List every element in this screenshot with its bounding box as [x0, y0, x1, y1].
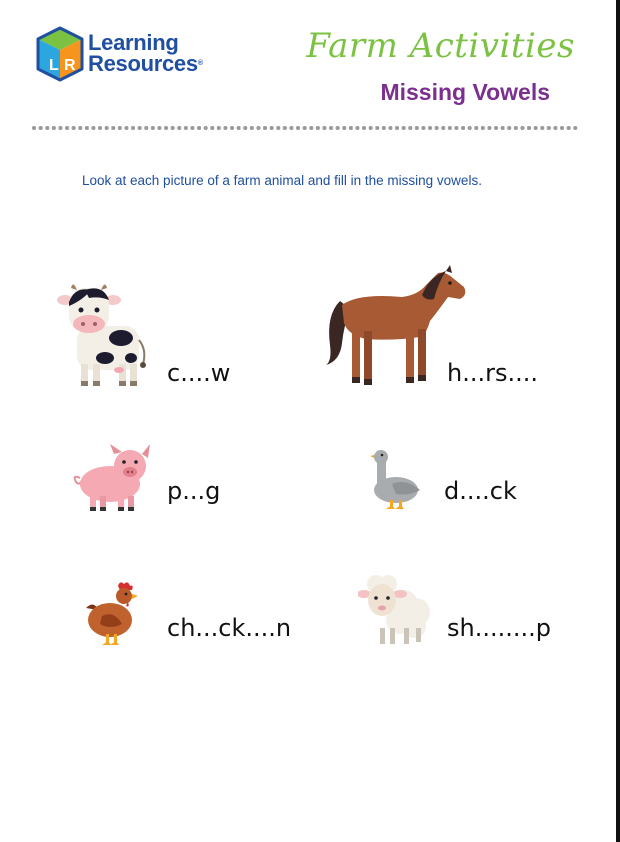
pig-icon: [70, 444, 156, 514]
dotted-divider: [32, 124, 578, 132]
logo-letter-l: L: [49, 57, 59, 74]
page-subtitle: Missing Vowels: [380, 79, 550, 105]
brand-line-1: Learning: [88, 30, 179, 55]
word-cow: c....w: [167, 359, 231, 387]
instructions-text: Look at each picture of a farm animal and fill in the missing vowels.: [82, 173, 482, 188]
word-chicken: ch...ck....n: [167, 614, 292, 642]
learning-resources-logo-icon: [35, 26, 85, 82]
sheep-icon: [358, 572, 434, 648]
goose-icon: [366, 446, 426, 514]
word-duck: d....ck: [444, 477, 517, 505]
logo-letter-r: R: [64, 57, 76, 74]
page-edge: [616, 0, 620, 842]
page-title: Farm Activities: [306, 26, 575, 66]
chicken-icon: [84, 580, 140, 650]
word-horse: h...rs....: [447, 359, 538, 387]
brand-name: [88, 32, 203, 74]
registered-mark: ®: [197, 60, 203, 67]
word-pig: p...g: [167, 477, 221, 505]
brand-line-2: Resources: [88, 51, 198, 76]
cow-icon: [55, 278, 155, 390]
word-sheep: sh........p: [447, 614, 551, 642]
